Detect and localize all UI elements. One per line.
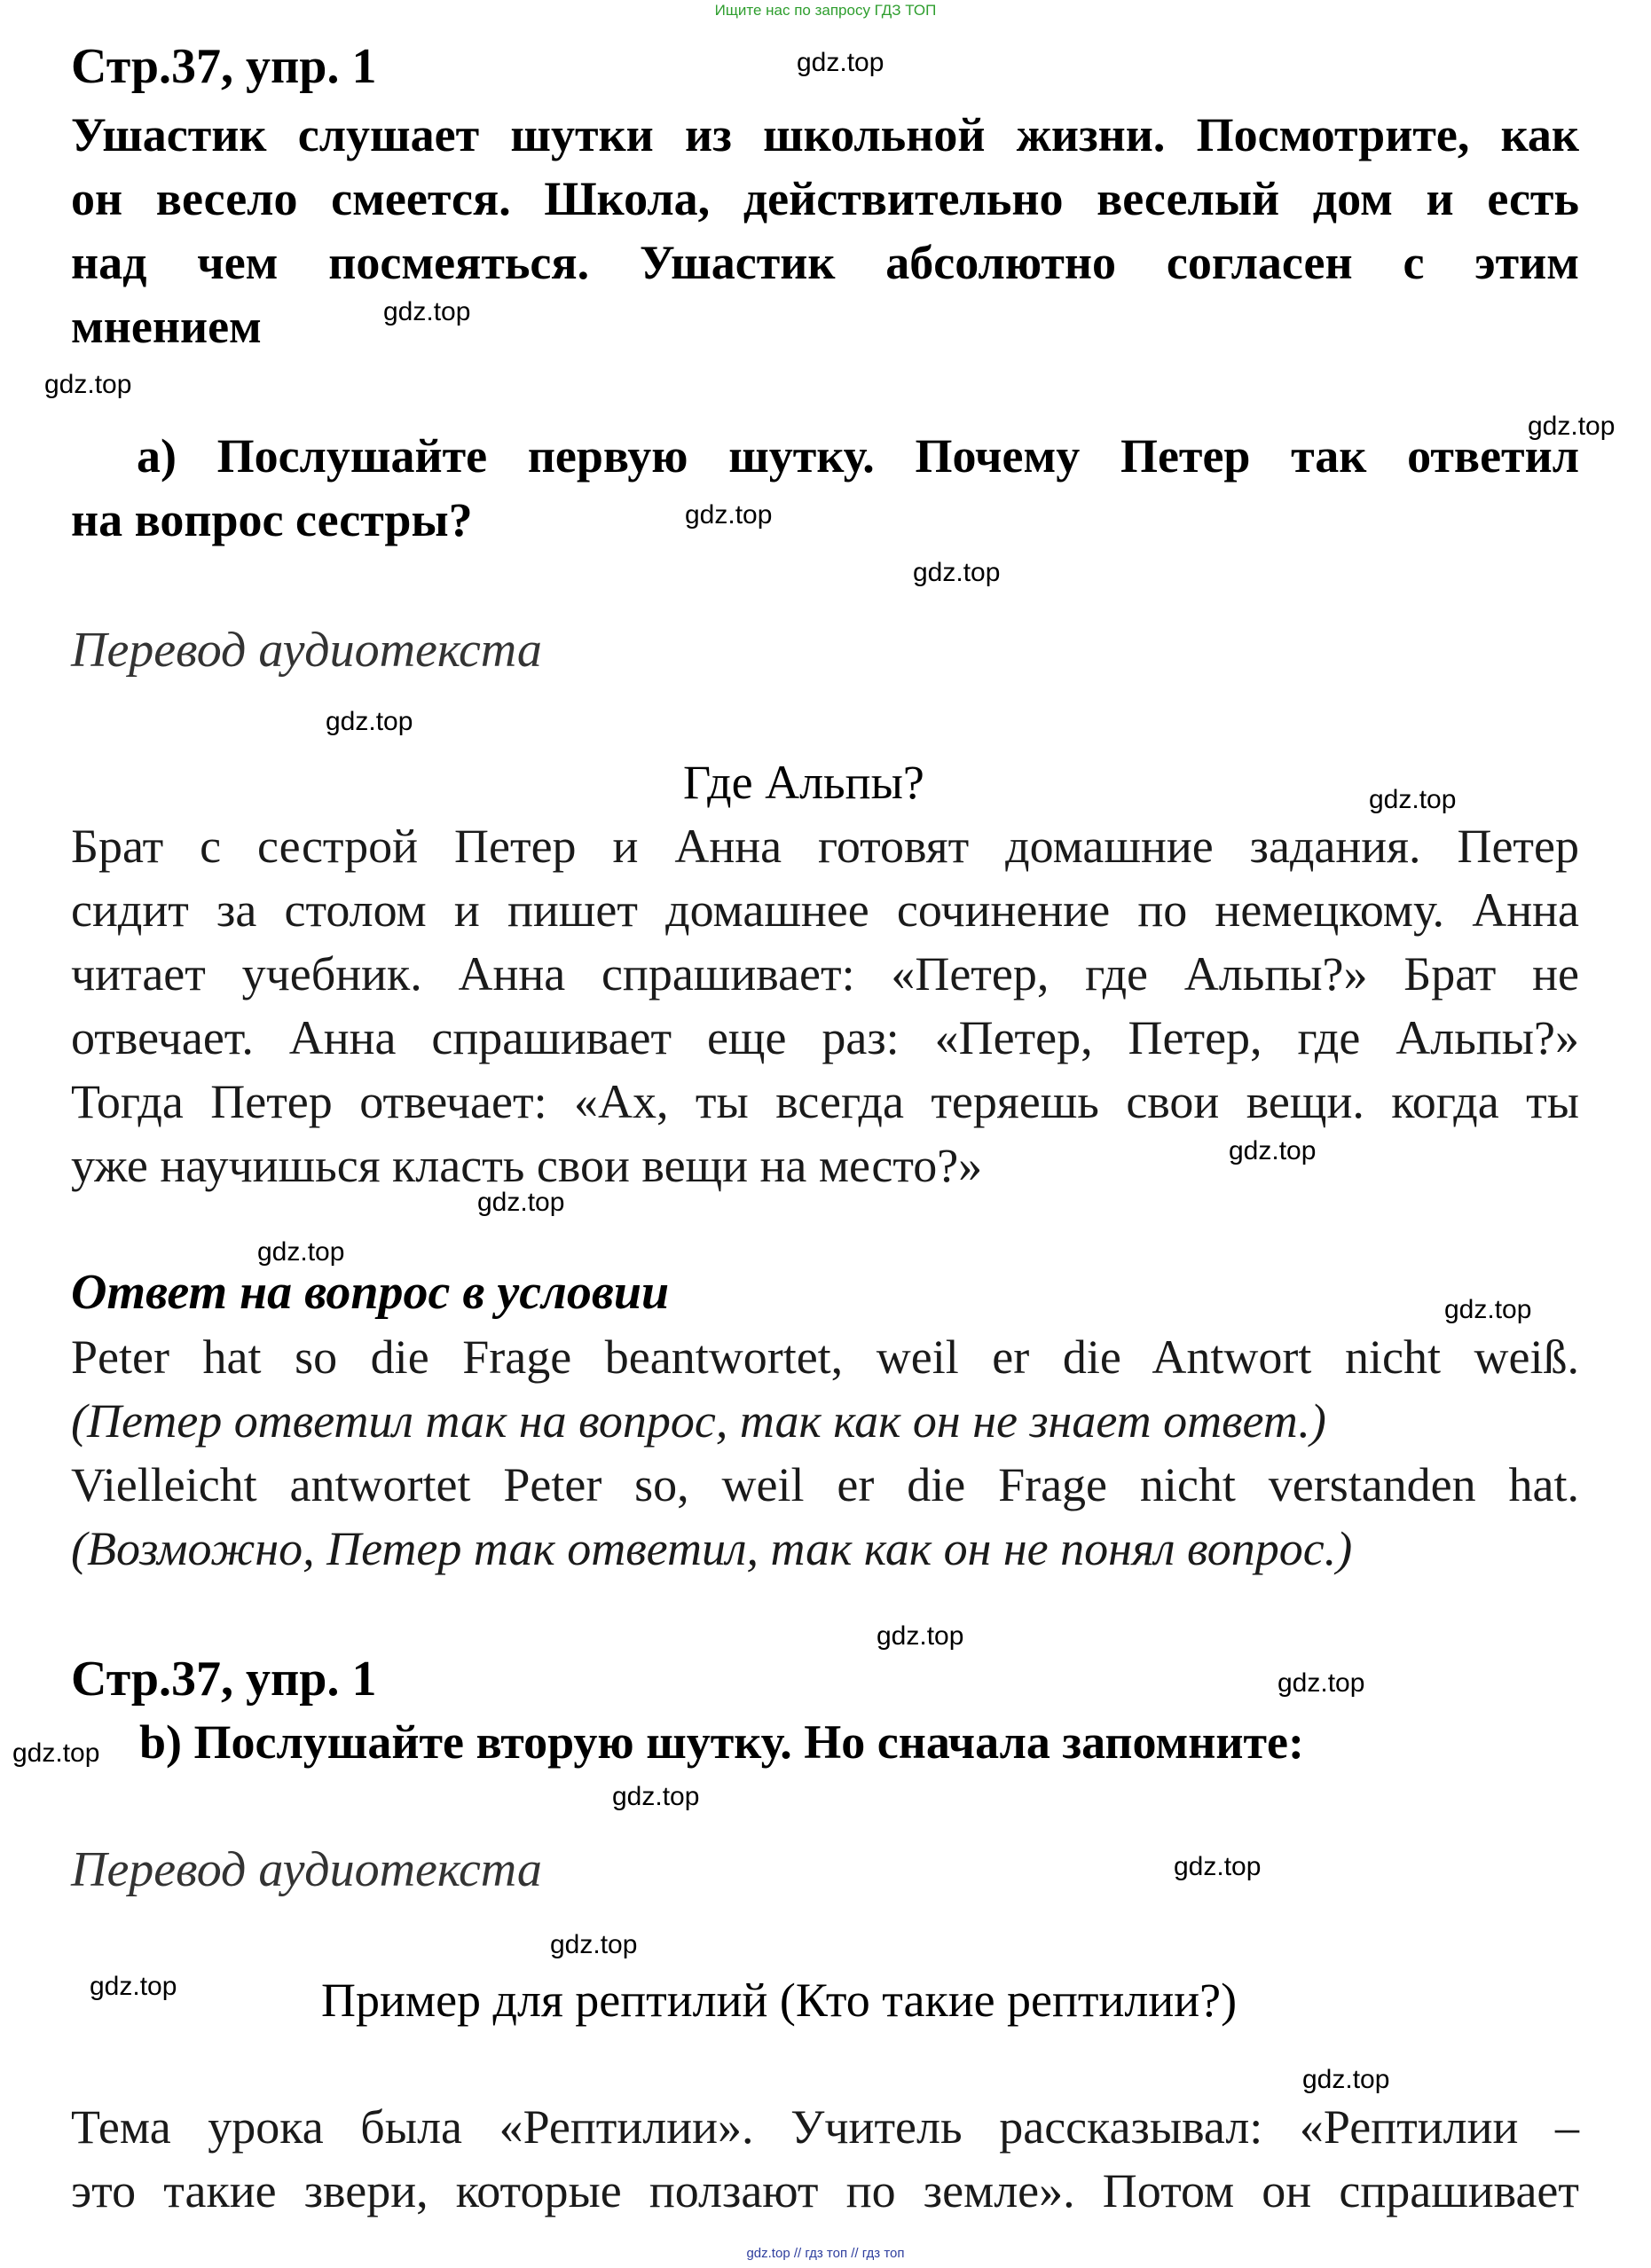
bottom-note[interactable]: gdz.top // гдз топ // гдз топ [746,2246,905,2261]
translation-label-1: Перевод аудиотекста [71,623,542,678]
intro-line: он весело смеется. Школа, действительно веселый дом и есть [71,172,1579,225]
story-2-text [71,2095,1579,2223]
answers [71,1325,1579,1581]
watermark: gdz.top [685,500,773,530]
intro-line: над чем посмеяться. Ушастик абсолютно согласен с этим [71,236,1579,289]
story-1-line: Тогда Петер отвечает: «Ах, ты всегда теряешь свои вещи. когда ты [71,1075,1579,1128]
watermark: gdz.top [383,297,471,326]
page-heading-2: Стр.37, упр. 1 [71,1652,377,1707]
page-heading-1: Стр.37, упр. 1 [71,39,377,94]
story-1-line: читает учебник. Анна спрашивает: «Петер, где Альпы?» Брат не [71,947,1579,1001]
story-1-title: Где Альпы? [683,756,924,809]
task-b: b) Послушайте вторую шутку. Но сначала запомните: [139,1715,1304,1769]
watermark: gdz.top [797,48,884,77]
watermark: gdz.top [257,1237,345,1267]
watermark: gdz.top [90,1972,177,2001]
story-1-line: Брат с сестрой Петер и Анна готовят домашние задания. Петер [71,820,1579,873]
watermark: gdz.top [1174,1852,1262,1881]
story-1-line: отвечает. Анна спрашивает еще раз: «Петер, Петер, где Альпы?» [71,1011,1579,1064]
watermark: gdz.top [1369,785,1457,814]
watermark: gdz.top [1528,412,1616,441]
watermark: gdz.top [1444,1295,1532,1324]
watermark: gdz.top [1229,1136,1317,1165]
translation-label-2: Перевод аудиотекста [71,1842,542,1897]
task-a-line: на вопрос сестры? [71,493,473,546]
watermark: gdz.top [1278,1668,1365,1698]
story-2-title: Пример для рептилий (Кто такие рептилии?) [321,1974,1238,2027]
watermark: gdz.top [1302,2065,1390,2094]
watermark: gdz.top [326,707,413,736]
top-search-note[interactable]: Ищите нас по запросу ГДЗ ТОП [714,2,937,19]
watermark: gdz.top [477,1188,565,1217]
task-a-line: а) Послушайте первую шутку. Почему Петер так ответил [137,429,1579,483]
intro-line: мнением [71,300,262,353]
story-2-line: это такие звери, которые ползают по земле». Потом он спрашивает [71,2164,1579,2217]
answer-russian: (Петер ответил так на вопрос, так как он не знает ответ.) [71,1394,1326,1448]
watermark: gdz.top [12,1738,100,1768]
watermark: gdz.top [877,1621,964,1651]
watermark: gdz.top [44,370,132,399]
answer-german: Peter hat so die Frage beantwortet, weil er die Antwort nicht weiß. [71,1330,1579,1384]
story-1-line: сидит за столом и пишет домашнее сочинение по немецкому. Анна [71,883,1579,937]
story-1-text [71,814,1579,1197]
story-1-line: уже научишься класть свои вещи на место?» [71,1139,983,1192]
intro-line: Ушастик слушает шутки из школьной жизни. Посмотрите, как [71,108,1579,161]
intro-paragraph [71,103,1579,358]
watermark: gdz.top [612,1782,700,1811]
answer-heading: Ответ на вопрос в условии [71,1265,670,1320]
answer-german: Vielleicht antwortet Peter so, weil er die Frage nicht verstanden hat. [71,1458,1579,1511]
watermark: gdz.top [913,558,1001,587]
task-a [71,424,1579,552]
story-2-line: Тема урока была «Рептилии». Учитель рассказывал: «Рептилии – [71,2100,1579,2154]
watermark: gdz.top [550,1930,638,1959]
answer-russian: (Возможно, Петер так ответил, так как он не понял вопрос.) [71,1522,1353,1575]
